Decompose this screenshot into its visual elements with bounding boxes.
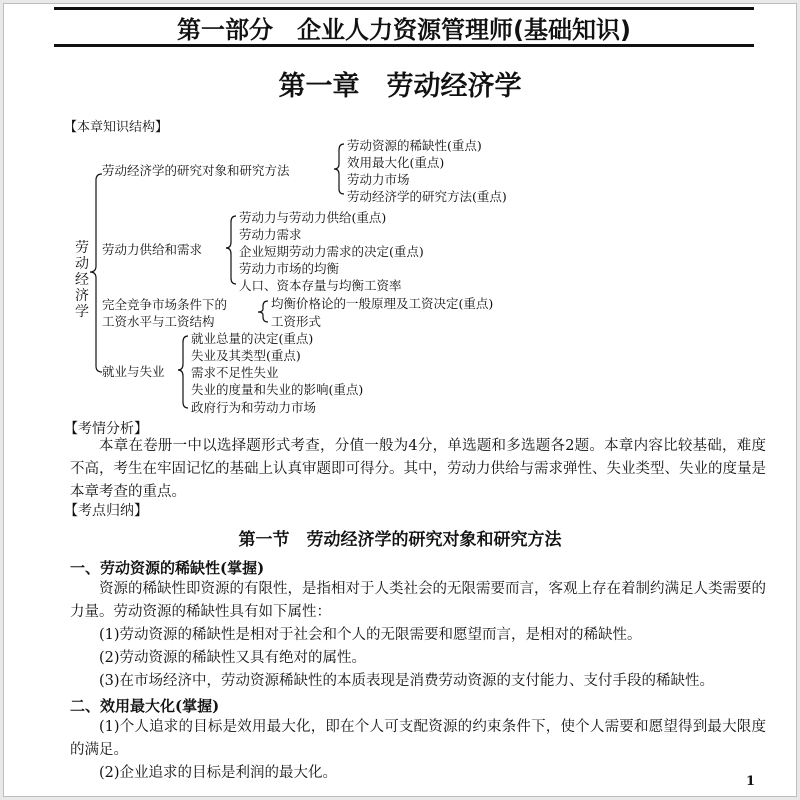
paragraph: (2)企业追求的目标是利润的最大化。	[99, 765, 338, 781]
tree-branch-3-label-line1: 完全竞争市场条件下的	[102, 297, 228, 312]
paragraph: (2)劳动资源的稀缺性又具有绝对的属性。	[99, 650, 367, 666]
tree-item: 就业总量的决定(重点)	[191, 331, 314, 346]
tree-branch-3-label-line2: 工资水平与工资结构	[102, 314, 215, 329]
exam-analysis-label: 【考情分析】	[64, 421, 148, 437]
paragraph: (1)劳动资源的稀缺性是相对于社会和个人的无限需要和愿望而言，是相对的稀缺性。	[99, 627, 642, 643]
chapter-title: 第一章 劳动经济学	[278, 71, 522, 102]
tree-item: 效用最大化(重点)	[347, 155, 445, 170]
knowledge-structure-label: 【本章知识结构】	[64, 120, 169, 135]
tree-item: 劳动力与劳动力供给(重点)	[239, 210, 387, 225]
part-header	[54, 7, 754, 47]
subheading-2: 二、效用最大化(掌握)	[70, 697, 220, 715]
tree-branch-1-label: 劳动经济学的研究对象和研究方法	[102, 163, 290, 178]
tree-item: 人口、资本存量与均衡工资率	[239, 278, 402, 293]
key-points-label: 【考点归纳】	[64, 503, 148, 519]
book-page	[3, 3, 797, 797]
subheading-1: 一、劳动资源的稀缺性(掌握)	[70, 559, 265, 577]
tree-item: 劳动力需求	[239, 227, 302, 242]
tree-item: 失业的度量和失业的影响(重点)	[191, 382, 364, 397]
tree-item: 均衡价格论的一般原理及工资决定(重点)	[271, 296, 494, 311]
tree-item: 失业及其类型(重点)	[191, 348, 301, 363]
tree-item: 劳动力市场	[347, 172, 410, 187]
tree-item: 劳动力市场的均衡	[239, 261, 340, 276]
tree-item: 工资形式	[271, 314, 322, 329]
tree-branch-2-label: 劳动力供给和需求	[102, 242, 203, 257]
part-title: 第一部分 企业人力资源管理师(基础知识)	[177, 15, 631, 44]
page-number: 1	[746, 774, 756, 789]
tree-item: 政府行为和劳动力市场	[191, 400, 317, 415]
tree-branch-4-label: 就业与失业	[102, 364, 165, 379]
tree-item: 企业短期劳动力需求的决定(重点)	[239, 244, 424, 259]
tree-item: 劳动经济学的研究方法(重点)	[347, 189, 507, 204]
tree-item: 需求不足性失业	[191, 365, 279, 380]
paragraph: (3)在市场经济中，劳动资源稀缺性的本质表现是消费劳动资源的支付能力、支付手段的稀缺性。	[99, 673, 715, 689]
tree-item: 劳动资源的稀缺性(重点)	[347, 138, 482, 153]
paragraph: 资源的稀缺性即资源的有限性，是指相对于人类社会的无限需要而言，客观上存在着制约满足人类需要的力量。劳动资源的稀缺性具有如下属性：	[70, 581, 766, 620]
section-title: 第一节 劳动经济学的研究对象和研究方法	[238, 530, 562, 550]
exam-analysis-text: 本章在卷册一中以选择题形式考查，分值一般为4分，单选题和多选题各2题。本章内容比较基础，难度不高，考生在牢固记忆的基础上认真审题即可得分。其中，劳动力供给与需求弹性、失业类型、失业的度量是本章考查的重点。	[70, 438, 766, 500]
tree-root-label: 劳动经济学	[75, 240, 89, 320]
paragraph: (1)个人追求的目标是效用最大化，即在个人可支配资源的约束条件下，使个人需要和愿望得到最大限度的满足。	[70, 719, 766, 758]
